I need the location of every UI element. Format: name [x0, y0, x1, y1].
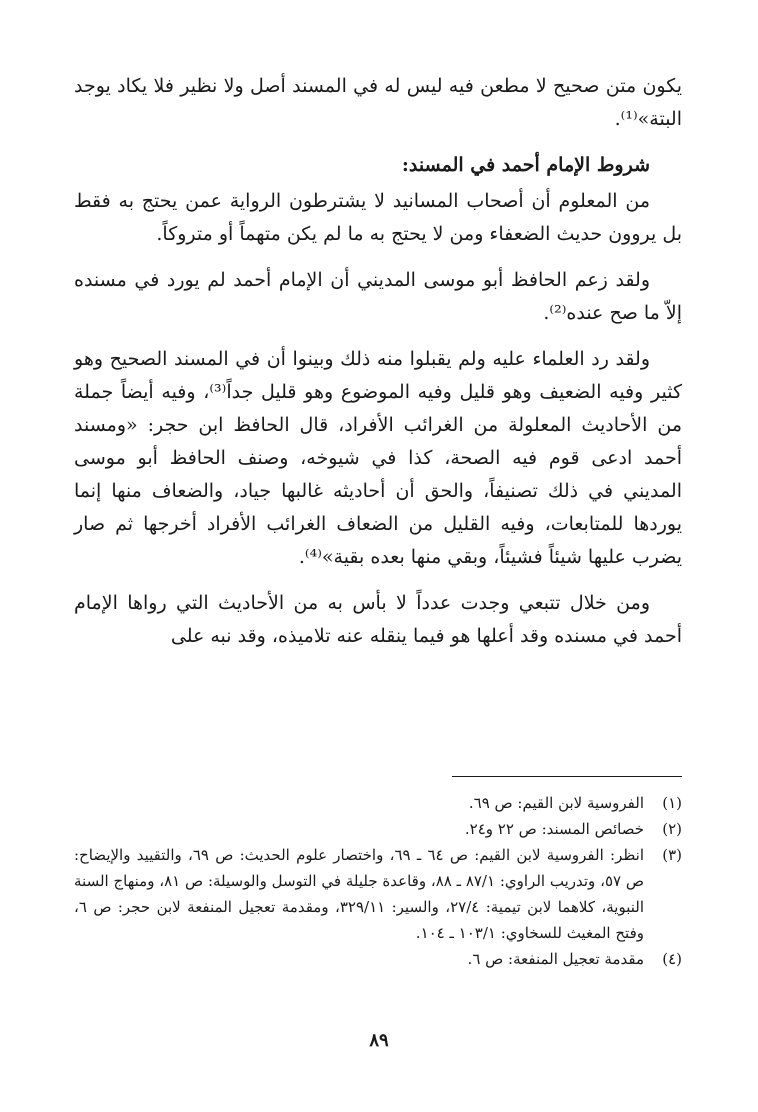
footnote-number: (٤)	[662, 950, 682, 968]
footnote-item	[74, 816, 682, 842]
paragraph-1: يكون متن صحيح لا مطعن فيه ليس له في المسند أصل ولا نظير فلا يكاد يوجد البتة»⁽¹⁾.	[74, 75, 682, 130]
footnote-text: انظر: الفروسية لابن القيم: ص ٦٤ ـ ٦٩، واختصار علوم الحديث: ص ٦٩، والتقييد والإيضاح: ص ٥٧، وتدريب الراوي: ٨٧/١ ـ ٨٨، وقاعدة جليلة في التوسل والوسيلة: ص ٨١، ومنهاج السنة النبوية، كلاهما لابن تيمية: ٢٧/٤، والسير: ٣٢٩/١١، ومقدمة تعجيل المنفعة لابن حجر: ص ٦، وفتح المغيث للسخاوي: ١٠٣/١ ـ ١٠٤.	[74, 846, 644, 942]
footnote-number: (١)	[662, 794, 682, 812]
main-text	[74, 70, 682, 653]
footnotes	[74, 790, 682, 972]
paragraph-3: ولقد زعم الحافظ أبو موسى المديني أن الإمام أحمد لم يورد في مسنده إلاّ ما صح عنده⁽²⁾.	[74, 269, 682, 324]
footnote-item	[74, 842, 682, 946]
footnote-item	[74, 946, 682, 972]
paragraph-5: ومن خلال تتبعي وجدت عدداً لا بأس به من الأحاديث التي رواها الإمام أحمد في مسنده وقد أعلها هو فيما ينقله عنه تلاميذه، وقد نبه على	[74, 592, 682, 647]
footnote-text: خصائص المسند: ص ٢٢ و٢٤.	[464, 820, 644, 838]
footnote-number: (٣)	[662, 846, 682, 864]
footnote-number: (٢)	[662, 820, 682, 838]
paragraph-2: من المعلوم أن أصحاب المسانيد لا يشترطون الرواية عمن يحتج به فقط بل يروون حديث الضعفاء ومن لا يحتج به ما لم يكن متهماً أو متروكاً.	[74, 190, 682, 245]
paragraph-4: ولقد رد العلماء عليه ولم يقبلوا منه ذلك وبينوا أن في المسند الصحيح وهو كثير وفيه الضعيف وهو قليل وفيه الموضوع وهو قليل جداً⁽³⁾، وفيه أيضاً جملة من الأحاديث المعلولة من الغرائب الأفراد، قال الحافظ ابن حجر: «ومسند أحمد ادعى قوم فيه الصحة، كذا في شيوخه، وصنف الحافظ أبو موسى المديني في ذلك تصنيفاً، والحق أن أحاديثه غالبها جياد، والضعاف منها إنما يوردها للمتابعات، وفيه القليل من الضعاف الغرائب الأفراد أخرجها ثم صار يضرب عليها شيئاً فشيئاً، وبقي منها بعده بقية»⁽⁴⁾.	[74, 348, 682, 568]
footnote-separator	[452, 776, 682, 777]
section-heading: شروط الإمام أحمد في المسند:	[401, 154, 650, 176]
footnote-text: الفروسية لابن القيم: ص ٦٩.	[468, 794, 644, 812]
footnote-text: مقدمة تعجيل المنفعة: ص ٦.	[467, 950, 644, 968]
footnote-item	[74, 790, 682, 816]
page-number: ٨٩	[369, 1030, 389, 1051]
